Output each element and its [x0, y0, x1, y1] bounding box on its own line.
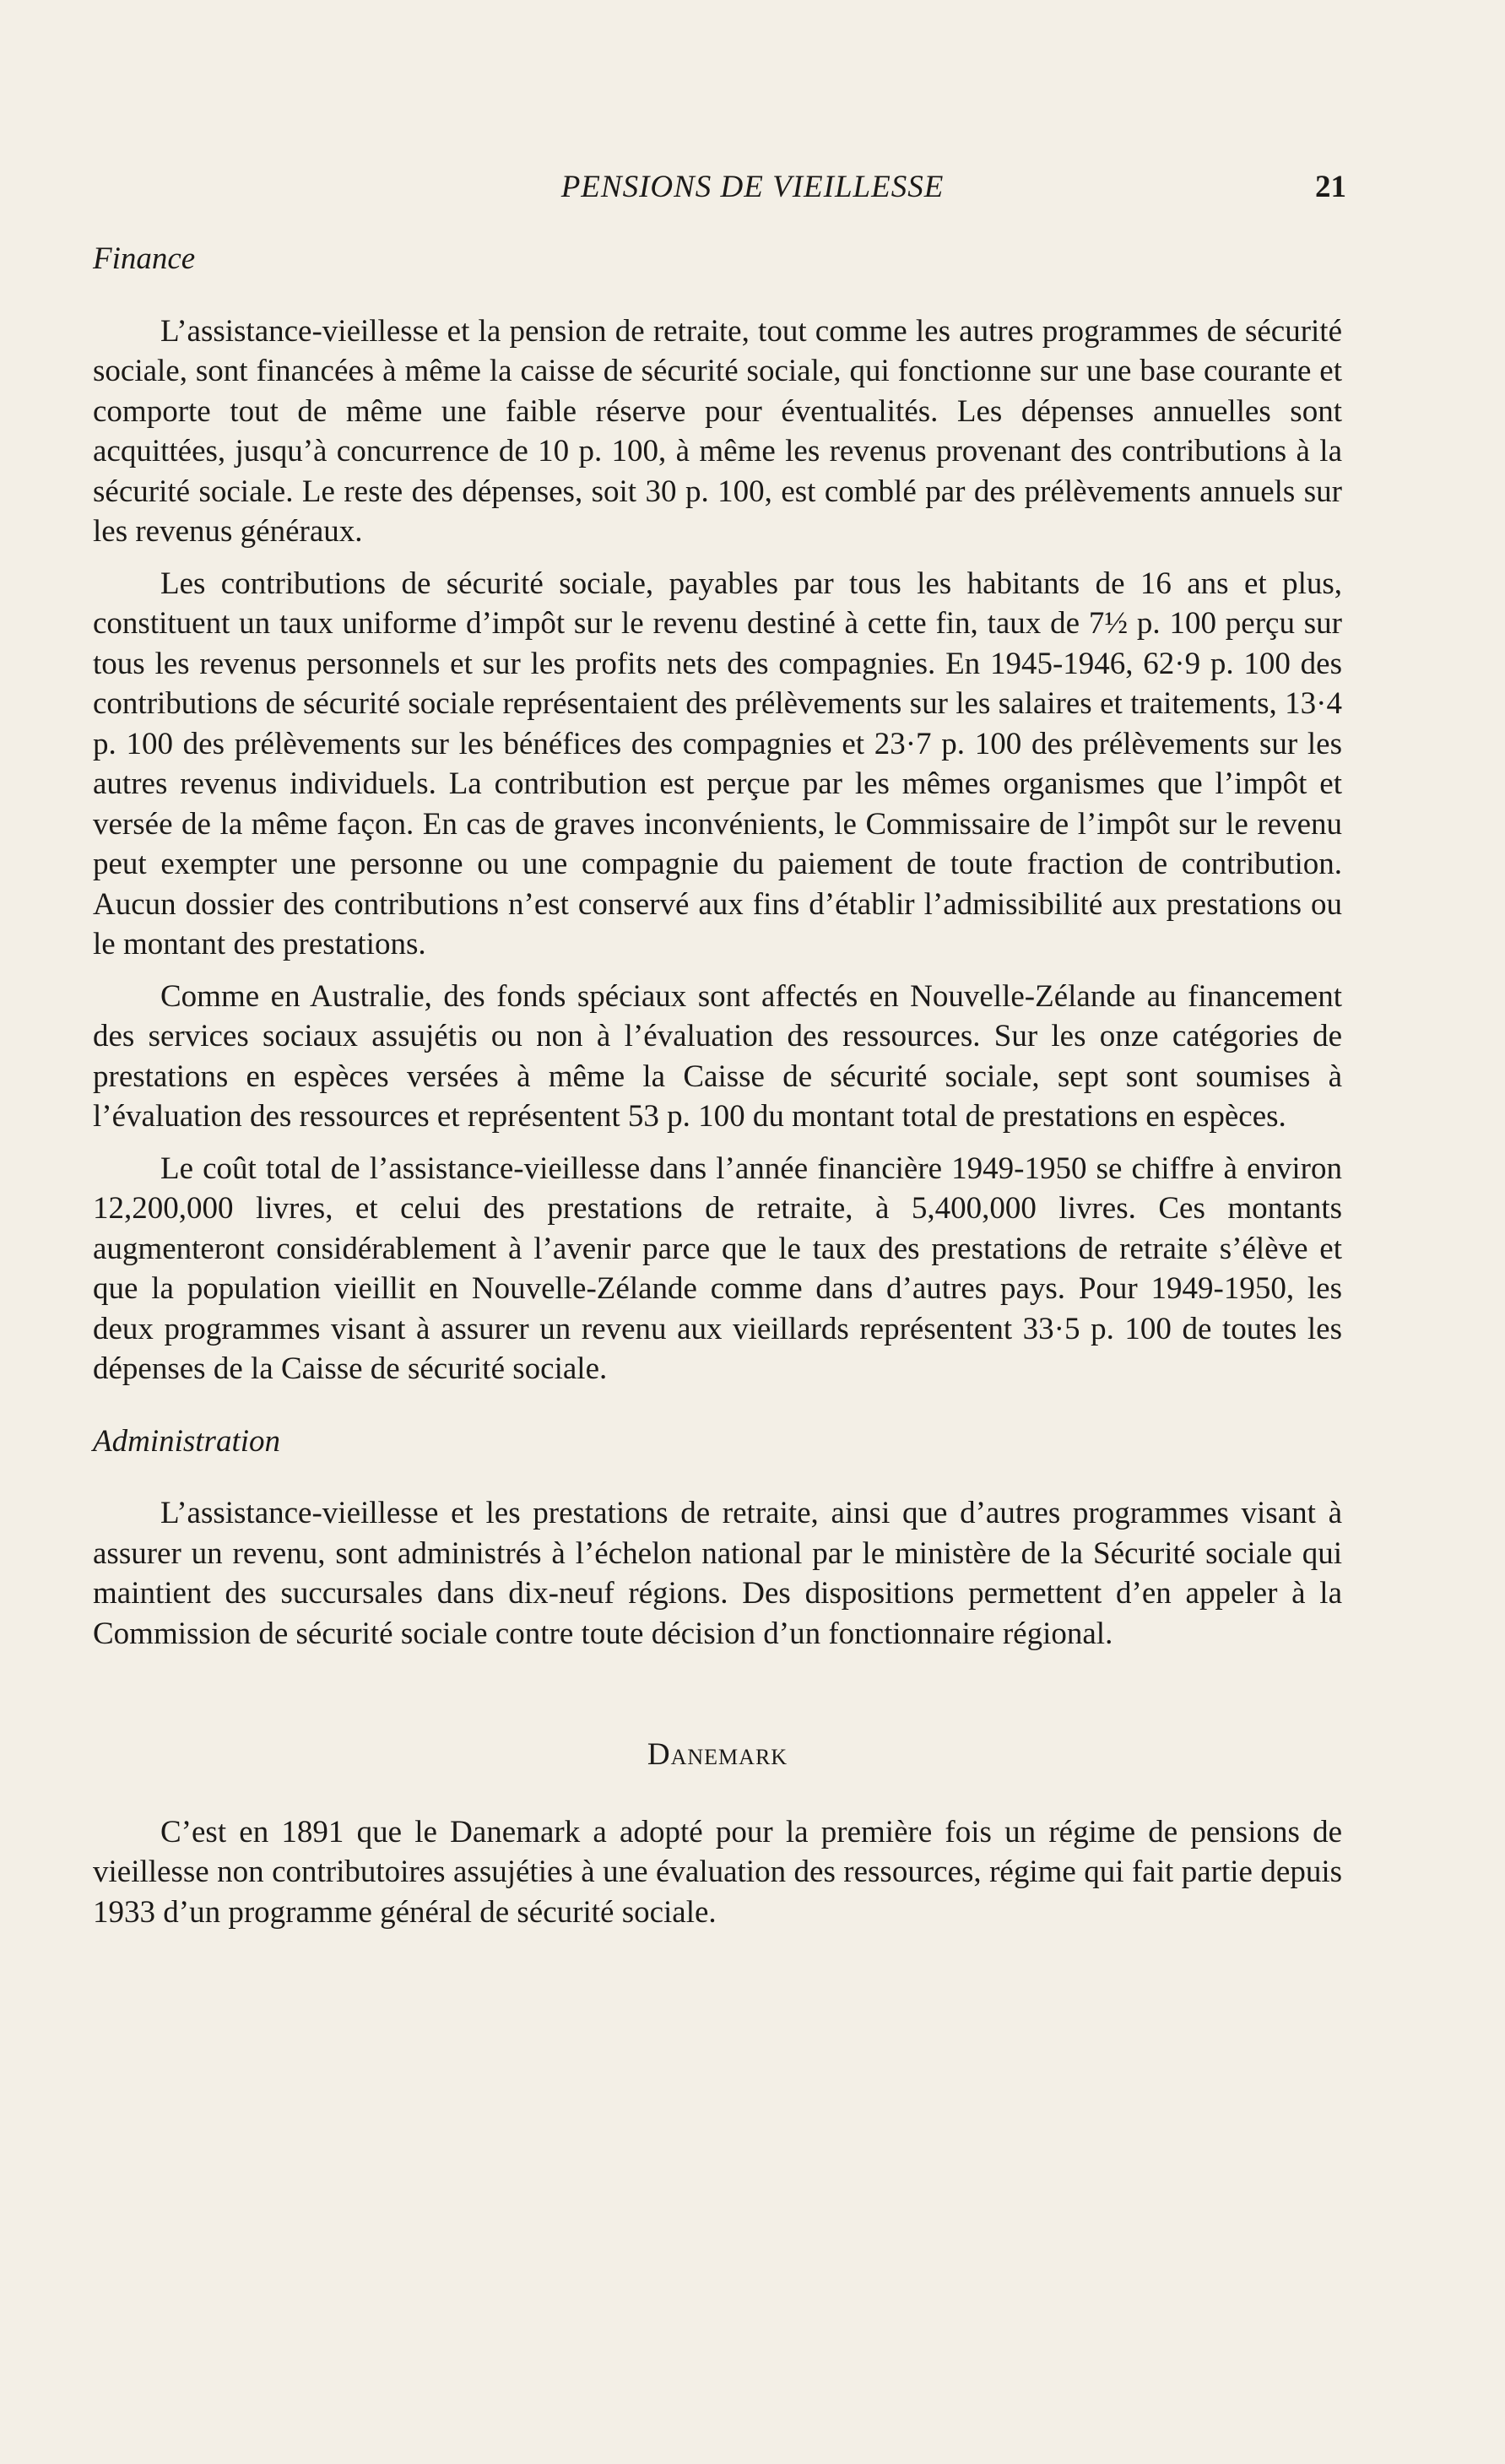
paragraph: Comme en Australie, des fonds spéciaux sont affectés en Nouvelle-Zélande au financement des services sociaux assujétis ou non à l’évaluation des ressources. Sur les onze catégories de prestations en espèces versées à même la Caisse de sécurité sociale, sept sont soumises à l’évaluation des ressources et représentent 53 p. 100 du montant total de prestations en espèces.	[93, 978, 1342, 1134]
paragraph: C’est en 1891 que le Danemark a adopté pour la première fois un régime de pensions de vieillesse non contributoires assujéties à une évaluation des ressources, régime qui fait partie depuis 1933 d’un programme général de sécurité sociale.	[93, 1814, 1342, 1930]
paragraph: Les contributions de sécurité sociale, payables par tous les habitants de 16 ans et plus, constituent un taux uniforme d’impôt sur le revenu destiné à cette fin, taux de 7½ p. 100 perçu sur tous les revenus personnels et sur les profits nets des compagnies. En 1945-1946, 62·9 p. 100 des contributions de sécurité sociale représentaient des prélèvements sur les salaires et traitements, 13·4 p. 100 des prélèvements sur les bénéfices des compagnies et 23·7 p. 100 des prélèvements sur les autres revenus individuels. La contribution est perçue par les mêmes organismes que l’impôt et versée de la même façon. En cas de graves inconvénients, le Commissaire de l’impôt sur le revenu peut exempter une personne ou une compagnie du paiement de toute fraction de contribution. Aucun dossier des contributions n’est conservé aux fins d’établir l’admissibilité aux prestations ou le montant des prestations.	[93, 566, 1342, 961]
paragraph: L’assistance-vieillesse et les prestations de retraite, ainsi que d’autres programmes visant à assurer un revenu, sont administrés à l’échelon national par le ministère de la Sécurité sociale qui maintient des succursales dans dix-neuf régions. Des dispositions permettent d’en appeler à la Commission de sécurité sociale contre toute décision d’un fonctionnaire régional.	[93, 1496, 1342, 1651]
country-heading-danemark: Danemark	[647, 1737, 788, 1772]
body-text	[93, 239, 1342, 1944]
paragraph: L’assistance-vieillesse et la pension de retraite, tout comme les autres programmes de sécurité sociale, sont financées à même la caisse de sécurité sociale, qui fonctionne sur une base courante et comporte tout de même une faible réserve pour éventualités. Les dépenses annuelles sont acquittées, jusqu’à concurrence de 10 p. 100, à même les revenus provenant des contributions à la sécurité sociale. Le reste des dépenses, soit 30 p. 100, est comblé par des prélèvements annuels sur les revenus généraux.	[93, 313, 1342, 549]
section-heading-finance: Finance	[93, 241, 196, 276]
running-title: PENSIONS DE VIEILLESSE	[560, 170, 945, 204]
page-number: 21	[1315, 170, 1346, 204]
section-heading-administration: Administration	[93, 1423, 281, 1459]
paragraph: Le coût total de l’assistance-vieillesse dans l’année financière 1949-1950 se chiffre à environ 12,200,000 livres, et celui des prestations de retraite, à 5,400,000 livres. Ces montants augmenteront considérablement à l’avenir parce que le taux des prestations de retraite s’élève et que la population vieillit en Nouvelle-Zélande comme dans d’autres pays. Pour 1949-1950, les deux programmes visant à assurer un revenu aux vieillards représentent 33·5 p. 100 de toutes les dépenses de la Caisse de sécurité sociale.	[93, 1151, 1342, 1386]
